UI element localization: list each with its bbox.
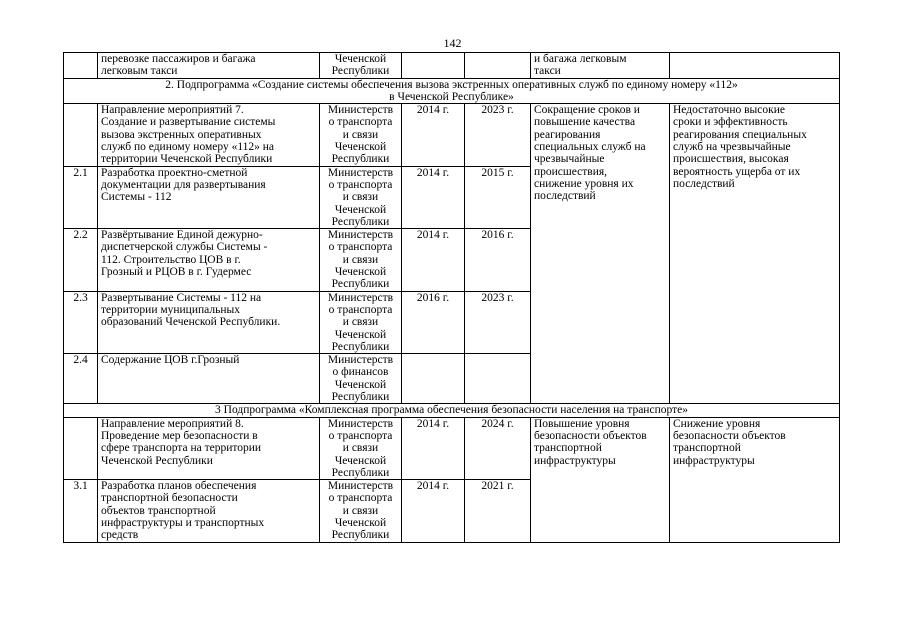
start-year-cell: 2014 г. — [402, 417, 465, 479]
executor-cell: Министерств о транспорта и связи Чеченской Республики — [320, 229, 402, 291]
row-number-cell — [64, 53, 98, 79]
activity-cell: Разработка планов обеспечения транспортной безопасности объектов транспортной инфраструктуры и транспортных средств — [98, 480, 320, 542]
program-table — [63, 52, 840, 543]
row-number-cell — [64, 104, 98, 166]
subprogram-header-row — [64, 404, 840, 417]
consequence-cell: Недостаточно высокие сроки и эффективность реагирования специальных служб на чрезвычайные происшествия, высокая вероятность ущерба от их последствий — [670, 104, 840, 404]
end-year-cell: 2021 г. — [465, 480, 531, 542]
start-year-cell: 2014 г. — [402, 480, 465, 542]
executor-cell: Министерств о транспорта и связи Чеченской Республики — [320, 417, 402, 479]
start-year-cell: 2016 г. — [402, 291, 465, 353]
start-year-cell: 2014 г. — [402, 166, 465, 228]
end-year-cell: 2024 г. — [465, 417, 531, 479]
executor-cell: Чеченской Республики — [320, 53, 402, 79]
subprogram-3-title: 3 Подпрограмма «Комплексная программа обеспечения безопасности населения на транспорте» — [64, 404, 840, 417]
row-number-cell: 2.2 — [64, 229, 98, 291]
activity-cell: Направление мероприятий 8. Проведение мер безопасности в сфере транспорта на территории Чеченской Республики — [98, 417, 320, 479]
end-year-cell: 2015 г. — [465, 166, 531, 228]
consequence-cell — [670, 53, 840, 79]
start-year-cell — [402, 53, 465, 79]
activity-cell: Развёртывание Единой дежурно- диспетчерской службы Системы - 112. Строительство ЦОВ в г. Грозный и РЦОВ в г. Гудермес — [98, 229, 320, 291]
end-year-cell: 2016 г. — [465, 229, 531, 291]
table-row — [64, 417, 840, 479]
table-row — [64, 53, 840, 79]
executor-cell: Министерств о финансов Чеченской Республики — [320, 354, 402, 404]
activity-cell: перевозке пассажиров и багажа легковым такси — [98, 53, 320, 79]
row-number-cell: 2.1 — [64, 166, 98, 228]
start-year-cell — [402, 354, 465, 404]
activity-cell: Разработка проектно-сметной документации для развертывания Системы - 112 — [98, 166, 320, 228]
page-number: 142 — [443, 36, 462, 50]
result-cell: Сокращение сроков и повышение качества реагирования специальных служб на чрезвычайные происшествия, снижение уровня их последствий — [531, 104, 670, 404]
activity-cell: Развертывание Системы - 112 на территории муниципальных образований Чеченской Республики. — [98, 291, 320, 353]
end-year-cell: 2023 г. — [465, 104, 531, 166]
executor-cell: Министерств о транспорта и связи Чеченской Республики — [320, 291, 402, 353]
row-number-cell: 3.1 — [64, 480, 98, 542]
subprogram-header-row — [64, 78, 840, 104]
end-year-cell: 2023 г. — [465, 291, 531, 353]
row-number-cell: 2.3 — [64, 291, 98, 353]
table-row — [64, 104, 840, 166]
executor-cell: Министерств о транспорта и связи Чеченской Республики — [320, 480, 402, 542]
consequence-cell: Снижение уровня безопасности объектов транспортной инфраструктуры — [670, 417, 840, 542]
result-cell: Повышение уровня безопасности объектов транспортной инфраструктуры — [531, 417, 670, 542]
result-cell: и багажа легковым такси — [531, 53, 670, 79]
subprogram-2-title: 2. Подпрограмма «Создание системы обеспечения вызова экстренных оперативных служб по единому номеру «112» в Чеченской Республике» — [64, 78, 840, 104]
executor-cell: Министерств о транспорта и связи Чеченской Республики — [320, 104, 402, 166]
end-year-cell — [465, 53, 531, 79]
executor-cell: Министерств о транспорта и связи Чеченской Республики — [320, 166, 402, 228]
activity-cell: Содержание ЦОВ г.Грозный — [98, 354, 320, 404]
start-year-cell: 2014 г. — [402, 104, 465, 166]
start-year-cell: 2014 г. — [402, 229, 465, 291]
row-number-cell — [64, 417, 98, 479]
activity-cell: Направление мероприятий 7. Создание и развертывание системы вызова экстренных оперативных служб по единому номеру «112» на территории Чеченской Республики — [98, 104, 320, 166]
end-year-cell — [465, 354, 531, 404]
row-number-cell: 2.4 — [64, 354, 98, 404]
